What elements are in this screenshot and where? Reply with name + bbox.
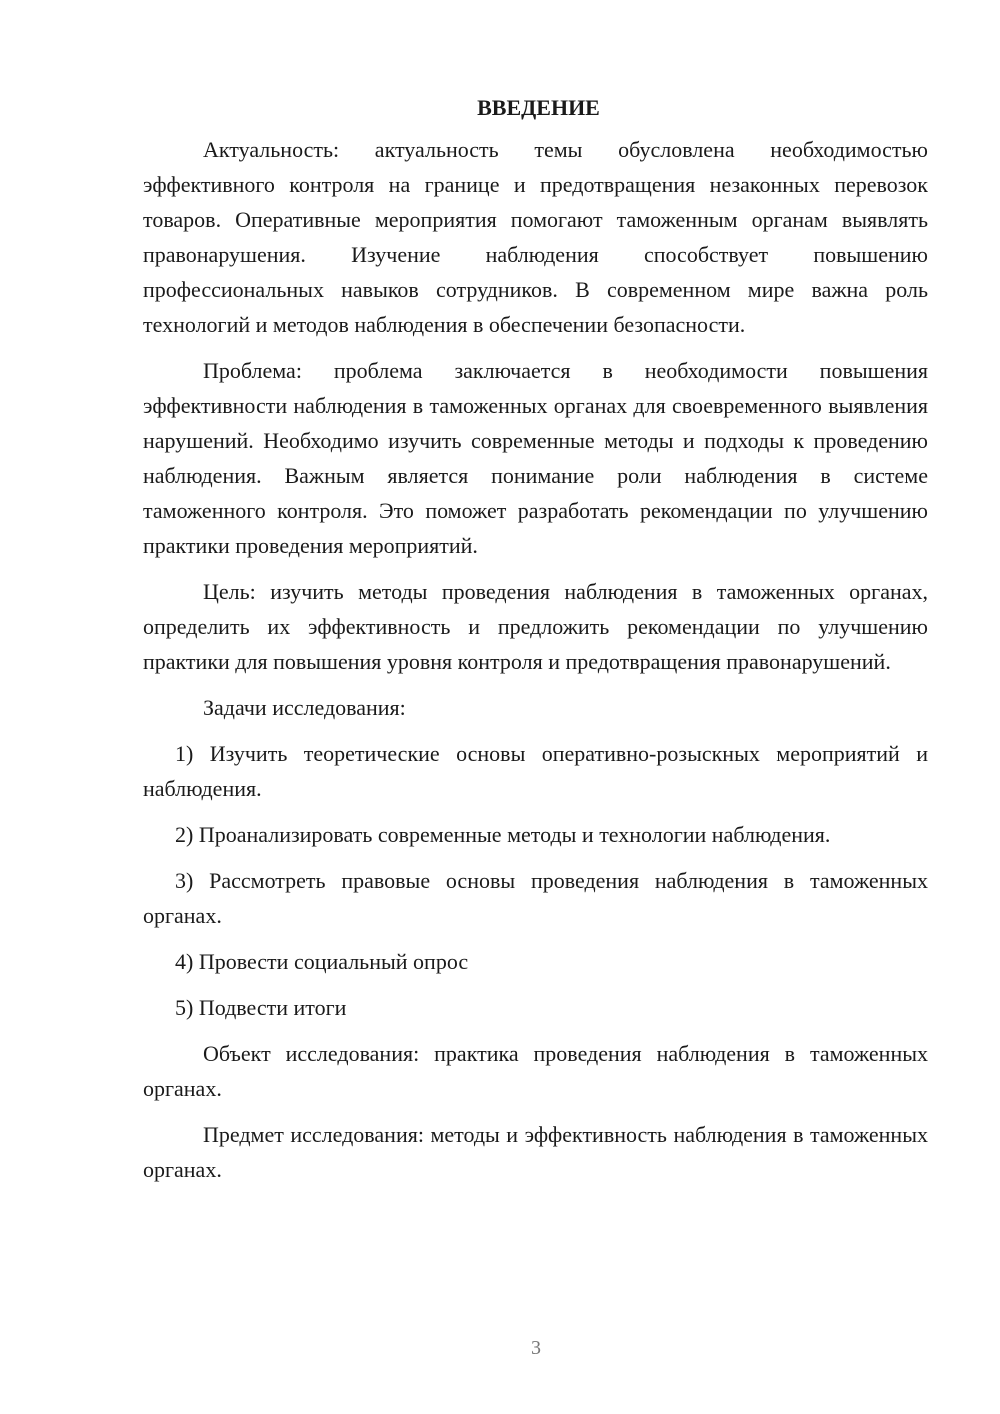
problem-paragraph: Проблема: проблема заключается в необходимости повышения эффективности наблюдения в таможенных органах для своевременного выявления нарушений. Необходимо изучить современные методы и подходы к проведению наблюдения. Важным является понимание роли наблюдения в системе таможенного контроля. Это поможет разработать рекомендации по улучшению практики проведения мероприятий.: [143, 358, 928, 558]
task-item: 3) Рассмотреть правовые основы проведения наблюдения в таможенных органах.: [143, 868, 928, 928]
task-item: 1) Изучить теоретические основы оперативно-розыскных мероприятий и наблюдения.: [143, 741, 928, 801]
tasks-heading: Задачи исследования:: [203, 695, 406, 720]
relevance-paragraph: Актуальность: актуальность темы обусловлена необходимостью эффективного контроля на границе и предотвращения незаконных перевозок товаров. Оперативные мероприятия помогают таможенным органам выявлять правонарушения. Изучение наблюдения способствует повышению профессиональных навыков сотрудников. В современном мире важна роль технологий и методов наблюдения в обеспечении безопасности.: [143, 137, 928, 337]
document-body: [143, 90, 928, 1198]
task-item: 2) Проанализировать современные методы и технологии наблюдения.: [175, 822, 831, 847]
task-item: 4) Провести социальный опрос: [175, 949, 469, 974]
goal-paragraph: Цель: изучить методы проведения наблюдения в таможенных органах, определить их эффективность и предложить рекомендации по улучшению практики для повышения уровня контроля и предотвращения правонарушений.: [143, 579, 928, 674]
task-item: 5) Подвести итоги: [175, 995, 347, 1020]
object-paragraph: Объект исследования: практика проведения наблюдения в таможенных органах.: [143, 1041, 928, 1101]
page-number: 3: [531, 1337, 541, 1359]
subject-paragraph: Предмет исследования: методы и эффективность наблюдения в таможенных органах.: [143, 1122, 928, 1182]
page-title: ВВЕДЕНИЕ: [477, 95, 600, 120]
